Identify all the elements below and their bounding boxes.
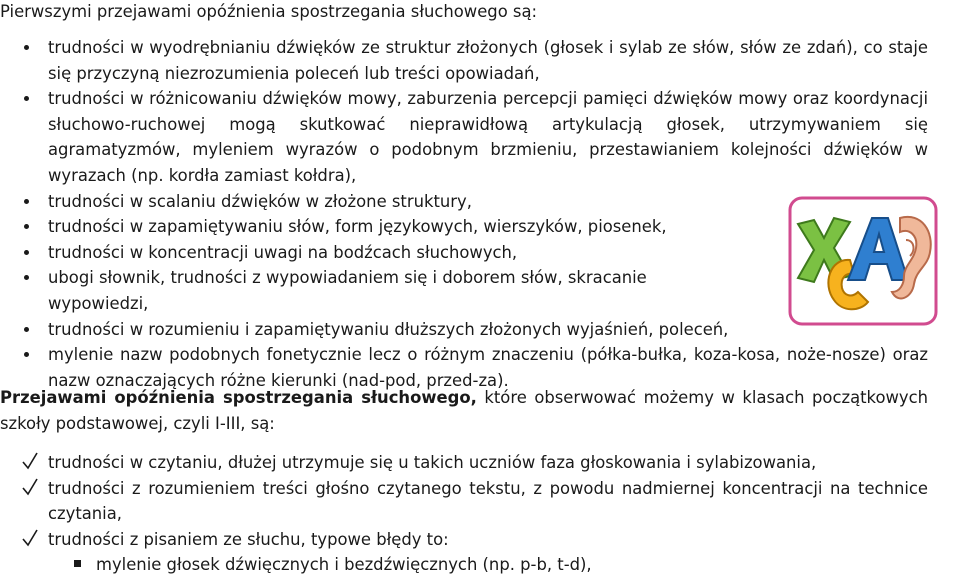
list-item: ubogi słownik, trudności z wypowiadaniem się i doborem słów, skracanie wypowiedzi, [48,265,748,316]
list-item: trudności w różnicowaniu dźwięków mowy, zaburzenia percepcji pamięci dźwięków mowy oraz koordynacji słuchowo-ruchowej mogą skutkować nieprawidłową artykulacją głosek, utrzymywaniem się agramatyzmów, myleniem wyrazów o podobnym brzmieniu, przestawianiem kolejności dźwięków w wyrazach (np. kordła zamiast kołdra), [48,86,928,188]
list-item: mylenie nazw podobnych fonetycznie lecz o różnym znaczeniu (półka-bułka, koza-kosa, noże-nosze) oraz nazw oznaczających różne kierunki (nad-pod, przed-za). [48,342,928,393]
section-heading [0,385,928,436]
check-item [48,527,928,553]
sub-list-item: mylenie głosek dźwięcznych i bezdźwięcznych (np. p-b, t-d), [96,552,928,578]
school-symptom-list [48,450,928,552]
list-item: trudności w rozumieniu i zapamiętywaniu dłuższych złożonych wyjaśnień, poleceń, [48,317,748,343]
checkmark-icon [22,451,38,471]
error-type-list [96,552,928,578]
hearing-illustration [788,196,938,326]
list-item: trudności w zapamiętywaniu słów, form językowych, wierszyków, piosenek, [48,214,748,240]
section-heading-rest: które obserwować możemy w klasach początkowych szkoły podstawowej, czyli I-III, są: [0,388,928,433]
list-item: trudności w scalaniu dźwięków w złożone struktury, [48,189,748,215]
section-heading-bold: Przejawami opóźnienia spostrzegania słuchowego, [0,388,477,407]
checkmark-icon [22,528,38,548]
check-item [48,476,928,527]
list-item: trudności w wyodrębnianiu dźwięków ze struktur złożonych (głosek i sylab ze słów, słów ze zdań), co staje się przyczyną niezrozumienia poleceń lub treści opowiadań, [48,35,928,86]
checkmark-icon [22,477,38,497]
check-item-text: trudności z rozumieniem treści głośno czytanego tekstu, z powodu nadmiernej koncentracji na technice czytania, [48,478,928,524]
check-item-text: trudności w czytaniu, dłużej utrzymuje się u takich uczniów faza głoskowania i sylabizowania, [48,453,817,472]
intro-text: Pierwszymi przejawami opóźnienia spostrzegania słuchowego są: [0,2,538,21]
check-item [48,450,928,476]
list-item: trudności w koncentracji uwagi na bodźcach słuchowych, [48,240,748,266]
check-item-text: trudności z pisaniem ze słuchu, typowe błędy to: [48,529,449,549]
